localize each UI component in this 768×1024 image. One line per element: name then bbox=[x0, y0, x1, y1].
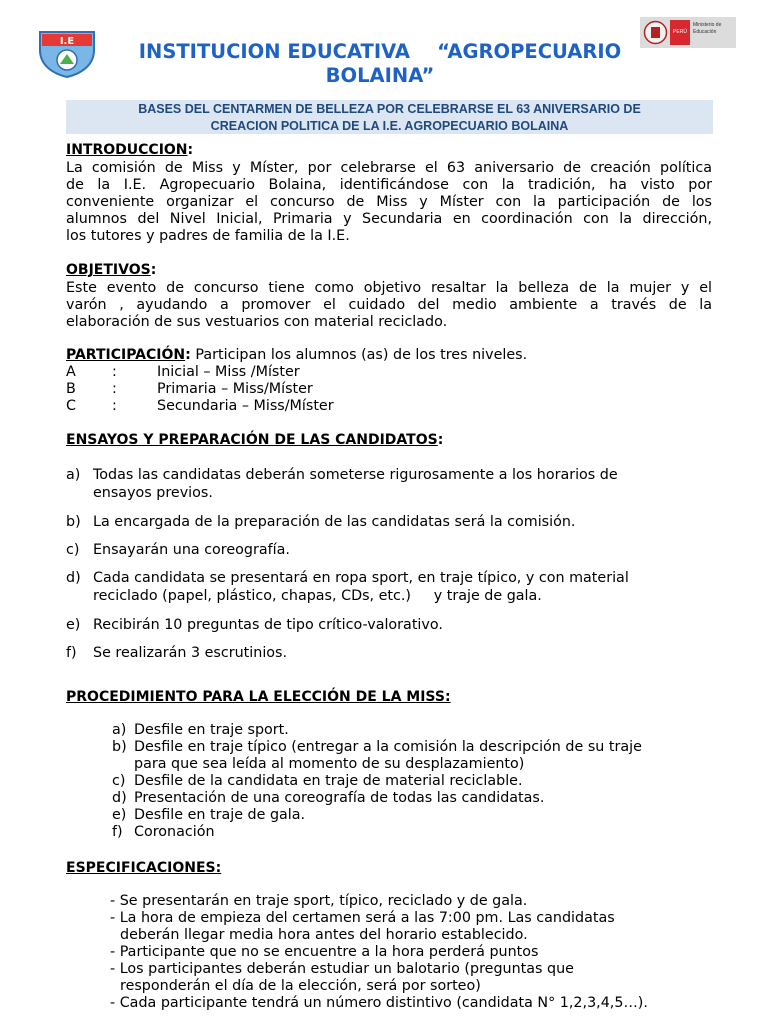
ministry-name: Ministerio de Educación bbox=[693, 22, 722, 35]
row-key: B bbox=[66, 381, 76, 397]
intro-line: La comisión de Miss y Míster, por celebrarse el 63 aniversario de creación política bbox=[66, 160, 712, 176]
introduccion-heading-row bbox=[66, 142, 193, 159]
ministry-country: PERÚ bbox=[670, 20, 690, 45]
item-line: - Participante que no se encuentre a la hora perderá puntos bbox=[110, 944, 539, 960]
row-sep: : bbox=[112, 364, 117, 380]
ensayos-colon: : bbox=[437, 432, 444, 448]
banner-line-2: CREACION POLITICA DE LA I.E. AGROPECUARIO BOLAINA bbox=[210, 118, 569, 133]
objetivos-heading-row bbox=[66, 262, 156, 279]
participacion-heading: PARTICIPACIÓN bbox=[66, 347, 186, 363]
item-line: Desfile en traje sport. bbox=[134, 722, 289, 738]
item-marker: d) bbox=[66, 570, 81, 586]
intro-line: alumnos del Nivel Inicial, Primaria y Secundaria en coordinación con la dirección, bbox=[66, 211, 712, 227]
item-marker: d) bbox=[112, 790, 127, 806]
banner-line-1: BASES DEL CENTARMEN DE BELLEZA POR CELEBRARSE EL 63 ANIVERSARIO DE bbox=[138, 102, 641, 116]
svg-text:I.E: I.E bbox=[59, 36, 75, 47]
item-line: La encargada de la preparación de las candidatas será la comisión. bbox=[93, 514, 576, 530]
item-marker: b) bbox=[112, 739, 127, 755]
item-line: reciclado (papel, plástico, chapas, CDs, etc.) y traje de gala. bbox=[93, 588, 542, 604]
row-key: A bbox=[66, 364, 76, 380]
row-value: Secundaria – Miss/Míster bbox=[157, 398, 334, 414]
item-line: Coronación bbox=[134, 824, 215, 840]
item-line: - Los participantes deberán estudiar un balotario (preguntas que bbox=[110, 961, 574, 977]
participacion-row-c bbox=[66, 398, 466, 415]
introduccion-paragraph bbox=[66, 160, 712, 245]
item-line: - Cada participante tendrá un número distintivo (candidata N° 1,2,3,4,5…). bbox=[110, 995, 648, 1011]
item-marker: f) bbox=[112, 824, 123, 840]
item-line: Desfile en traje de gala. bbox=[134, 807, 306, 823]
item-marker: f) bbox=[66, 645, 77, 661]
item-marker: c) bbox=[112, 773, 126, 789]
intro-line: de la I.E. Agropecuario Bolaina, identificándose con la tradición, ha visto por bbox=[66, 177, 712, 193]
objetivos-heading: OBJETIVOS bbox=[66, 262, 151, 278]
objetivos-line: varón , ayudando a promover el cuidado del medio ambiente a través de la bbox=[66, 297, 712, 313]
participacion-intro: Participan los alumnos (as) de los tres niveles. bbox=[190, 347, 528, 363]
row-key: C bbox=[66, 398, 76, 414]
item-marker: b) bbox=[66, 514, 81, 530]
row-sep: : bbox=[112, 398, 117, 414]
item-marker: c) bbox=[66, 542, 80, 558]
item-line: Recibirán 10 preguntas de tipo crítico-valorativo. bbox=[93, 617, 443, 633]
item-line: Todas las candidatas deberán someterse rigurosamente a los horarios de bbox=[93, 467, 618, 483]
objetivos-line: elaboración de sus vestuarios con material reciclado. bbox=[66, 314, 448, 330]
objetivos-line: Este evento de concurso tiene como objetivo resaltar la belleza de la mujer y el bbox=[66, 280, 712, 296]
participacion-colon: : bbox=[185, 347, 191, 363]
especificaciones-heading-row bbox=[66, 860, 221, 877]
item-line: deberán llegar media hora antes del horario establecido. bbox=[120, 927, 528, 943]
list-item bbox=[110, 961, 574, 995]
list-item bbox=[110, 910, 615, 944]
ensayos-heading: ENSAYOS Y PREPARACIÓN DE LAS CANDIDATOS bbox=[66, 432, 438, 448]
introduccion-colon: : bbox=[187, 142, 194, 158]
procedimiento-heading-row bbox=[66, 689, 451, 706]
participacion-row-a bbox=[66, 364, 466, 381]
item-line: responderán el día de la elección, será por sorteo) bbox=[120, 978, 481, 994]
title-line-1: INSTITUCION EDUCATIVA “AGROPECUARIO bbox=[138, 40, 622, 63]
item-line: Ensayarán una coreografía. bbox=[93, 542, 290, 558]
participacion-heading-row bbox=[66, 347, 527, 364]
school-logo bbox=[36, 28, 98, 78]
list-item bbox=[110, 995, 648, 1012]
bases-banner bbox=[66, 100, 713, 134]
especificaciones-heading: ESPECIFICACIONES: bbox=[66, 860, 222, 876]
item-line: - Se presentarán en traje sport, típico, reciclado y de gala. bbox=[110, 893, 528, 909]
objetivos-colon: : bbox=[150, 262, 157, 278]
procedimiento-heading: PROCEDIMIENTO PARA LA ELECCIÓN DE LA MISS: bbox=[66, 689, 451, 705]
row-sep: : bbox=[112, 381, 117, 397]
item-line: Desfile en traje típico (entregar a la comisión la descripción de su traje bbox=[134, 739, 642, 755]
introduccion-heading: INTRODUCCION bbox=[66, 142, 188, 158]
row-value: Primaria – Miss/Míster bbox=[157, 381, 313, 397]
objetivos-paragraph bbox=[66, 280, 712, 331]
item-marker: e) bbox=[66, 617, 81, 633]
row-value: Inicial – Miss /Míster bbox=[157, 364, 300, 380]
list-item bbox=[110, 893, 527, 910]
item-marker: a) bbox=[112, 722, 127, 738]
item-line: Presentación de una coreografía de todas las candidatas. bbox=[134, 790, 545, 806]
intro-line: conveniente organizar el concurso de Miss y Míster con la participación de los bbox=[66, 194, 712, 210]
item-line: Desfile de la candidata en traje de material reciclable. bbox=[134, 773, 523, 789]
participacion-row-b bbox=[66, 381, 466, 398]
item-line: ensayos previos. bbox=[93, 485, 213, 501]
list-item bbox=[110, 944, 538, 961]
item-line: Se realizarán 3 escrutinios. bbox=[93, 645, 288, 661]
ensayos-heading-row bbox=[66, 432, 443, 449]
item-marker: a) bbox=[66, 467, 81, 483]
item-line: para que sea leída al momento de su desplazamiento) bbox=[134, 756, 525, 772]
item-marker: e) bbox=[112, 807, 127, 823]
title-line-2: BOLAINA” bbox=[325, 64, 435, 87]
item-line: - La hora de empieza del certamen será a las 7:00 pm. Las candidatas bbox=[110, 910, 615, 926]
page-title bbox=[110, 40, 650, 88]
ministry-logo bbox=[640, 17, 736, 48]
item-line: Cada candidata se presentará en ropa sport, en traje típico, y con material bbox=[93, 570, 629, 586]
intro-line: los tutores y padres de familia de la I.E. bbox=[66, 228, 350, 244]
